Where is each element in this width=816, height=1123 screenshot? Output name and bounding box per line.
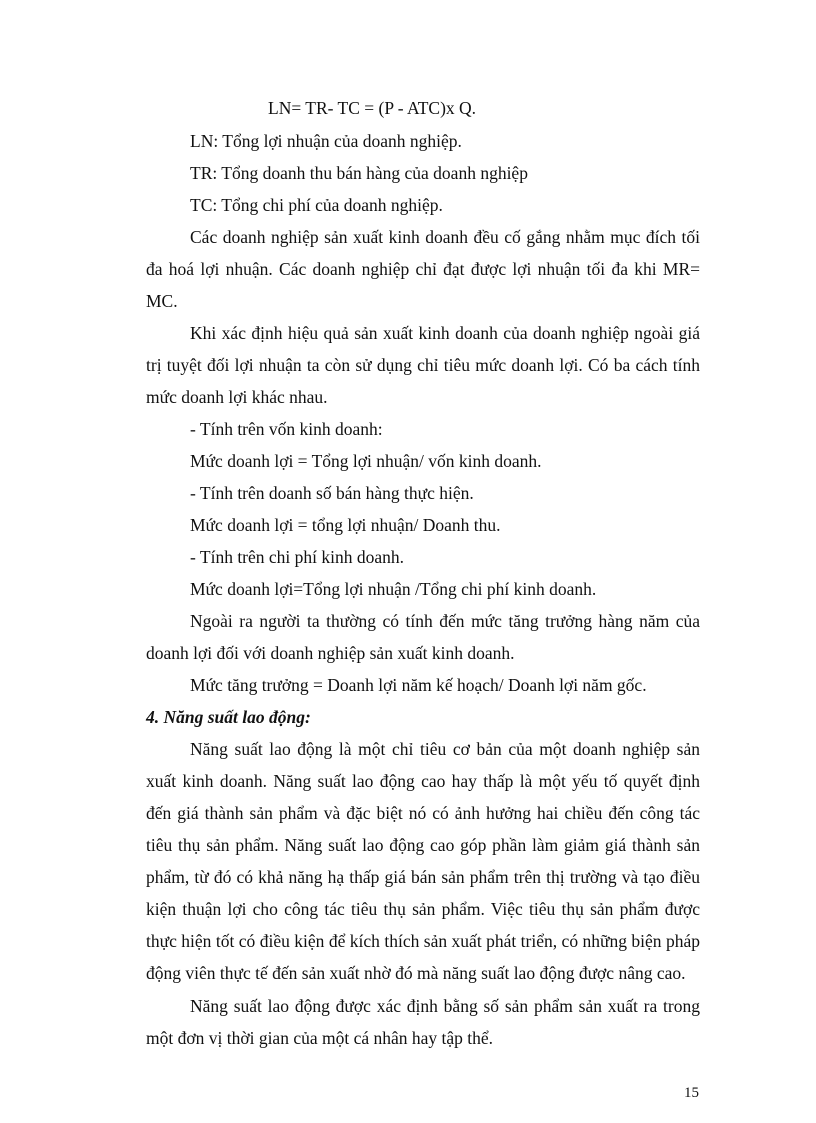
paragraph-line: một đơn vị thời gian của một cá nhân hay tập thể. <box>146 1028 494 1048</box>
paragraph-line: Khi xác định hiệu quả sản xuất kinh doanh của doanh nghiệp ngoài giá <box>190 323 700 343</box>
paragraph-line: động viên thực tế đến sản xuất nhờ đó mà năng suất lao động được nâng cao. <box>146 963 686 983</box>
paragraph-line: Các doanh nghiệp sản xuất kinh doanh đều cố gắng nhằm mục đích tối <box>190 227 700 247</box>
method-item: - Tính trên vốn kinh doanh: <box>190 419 383 439</box>
paragraph-line: đến giá thành sản phẩm và đặc biệt nó có ảnh hưởng hai chiều đến công tác <box>146 803 700 823</box>
definition-tr: TR: Tổng doanh thu bán hàng của doanh nghiệp <box>190 163 528 183</box>
growth-formula: Mức tăng trưởng = Doanh lợi năm kế hoạch/ Doanh lợi năm gốc. <box>190 675 647 695</box>
paragraph-line: trị tuyệt đối lợi nhuận ta còn sử dụng chỉ tiêu mức doanh lợi. Có ba cách tính <box>146 355 700 375</box>
paragraph-line: thực hiện tốt có điều kiện để kích thích sản xuất phát triển, có những biện pháp <box>146 931 700 951</box>
definition-ln: LN: Tổng lợi nhuận của doanh nghiệp. <box>190 131 462 151</box>
paragraph-line: đa hoá lợi nhuận. Các doanh nghiệp chỉ đạt được lợi nhuận tối đa khi MR= <box>146 259 700 279</box>
paragraph-line: mức doanh lợi khác nhau. <box>146 387 328 407</box>
method-item: Mức doanh lợi=Tổng lợi nhuận /Tổng chi phí kinh doanh. <box>190 579 597 599</box>
paragraph-line: kiện thuận lợi cho công tác tiêu thụ sản phẩm. Việc tiêu thụ sản phẩm được <box>146 899 700 919</box>
paragraph-line: tiêu thụ sản phẩm. Năng suất lao động cao góp phần làm giảm giá thành sản <box>146 835 700 855</box>
method-item: Mức doanh lợi = tổng lợi nhuận/ Doanh thu. <box>190 515 501 535</box>
page-number: 15 <box>684 1085 699 1101</box>
method-item: Mức doanh lợi = Tổng lợi nhuận/ vốn kinh doanh. <box>190 451 542 471</box>
method-item: - Tính trên chi phí kinh doanh. <box>190 547 405 567</box>
paragraph-line: xuất kinh doanh. Năng suất lao động cao hay thấp là một yếu tố quyết định <box>146 771 700 791</box>
method-item: - Tính trên doanh số bán hàng thực hiện. <box>190 483 474 503</box>
paragraph-line: Ngoài ra người ta thường có tính đến mức tăng trưởng hàng năm của <box>190 611 700 631</box>
definition-tc: TC: Tổng chi phí của doanh nghiệp. <box>190 195 443 215</box>
paragraph-line: Năng suất lao động được xác định bằng số sản phẩm sản xuất ra trong <box>190 996 700 1016</box>
paragraph-line: phẩm, từ đó có khả năng hạ thấp giá bán sản phẩm trên thị trường và tạo điều <box>146 867 700 887</box>
paragraph-line: MC. <box>146 291 178 311</box>
profit-formula: LN= TR- TC = (P - ATC)x Q. <box>268 98 477 118</box>
paragraph-line: Năng suất lao động là một chỉ tiêu cơ bản của một doanh nghiệp sản <box>190 739 700 759</box>
section-heading: 4. Năng suất lao động: <box>146 707 311 727</box>
paragraph-line: doanh lợi đối với doanh nghiệp sản xuất kinh doanh. <box>146 643 515 663</box>
